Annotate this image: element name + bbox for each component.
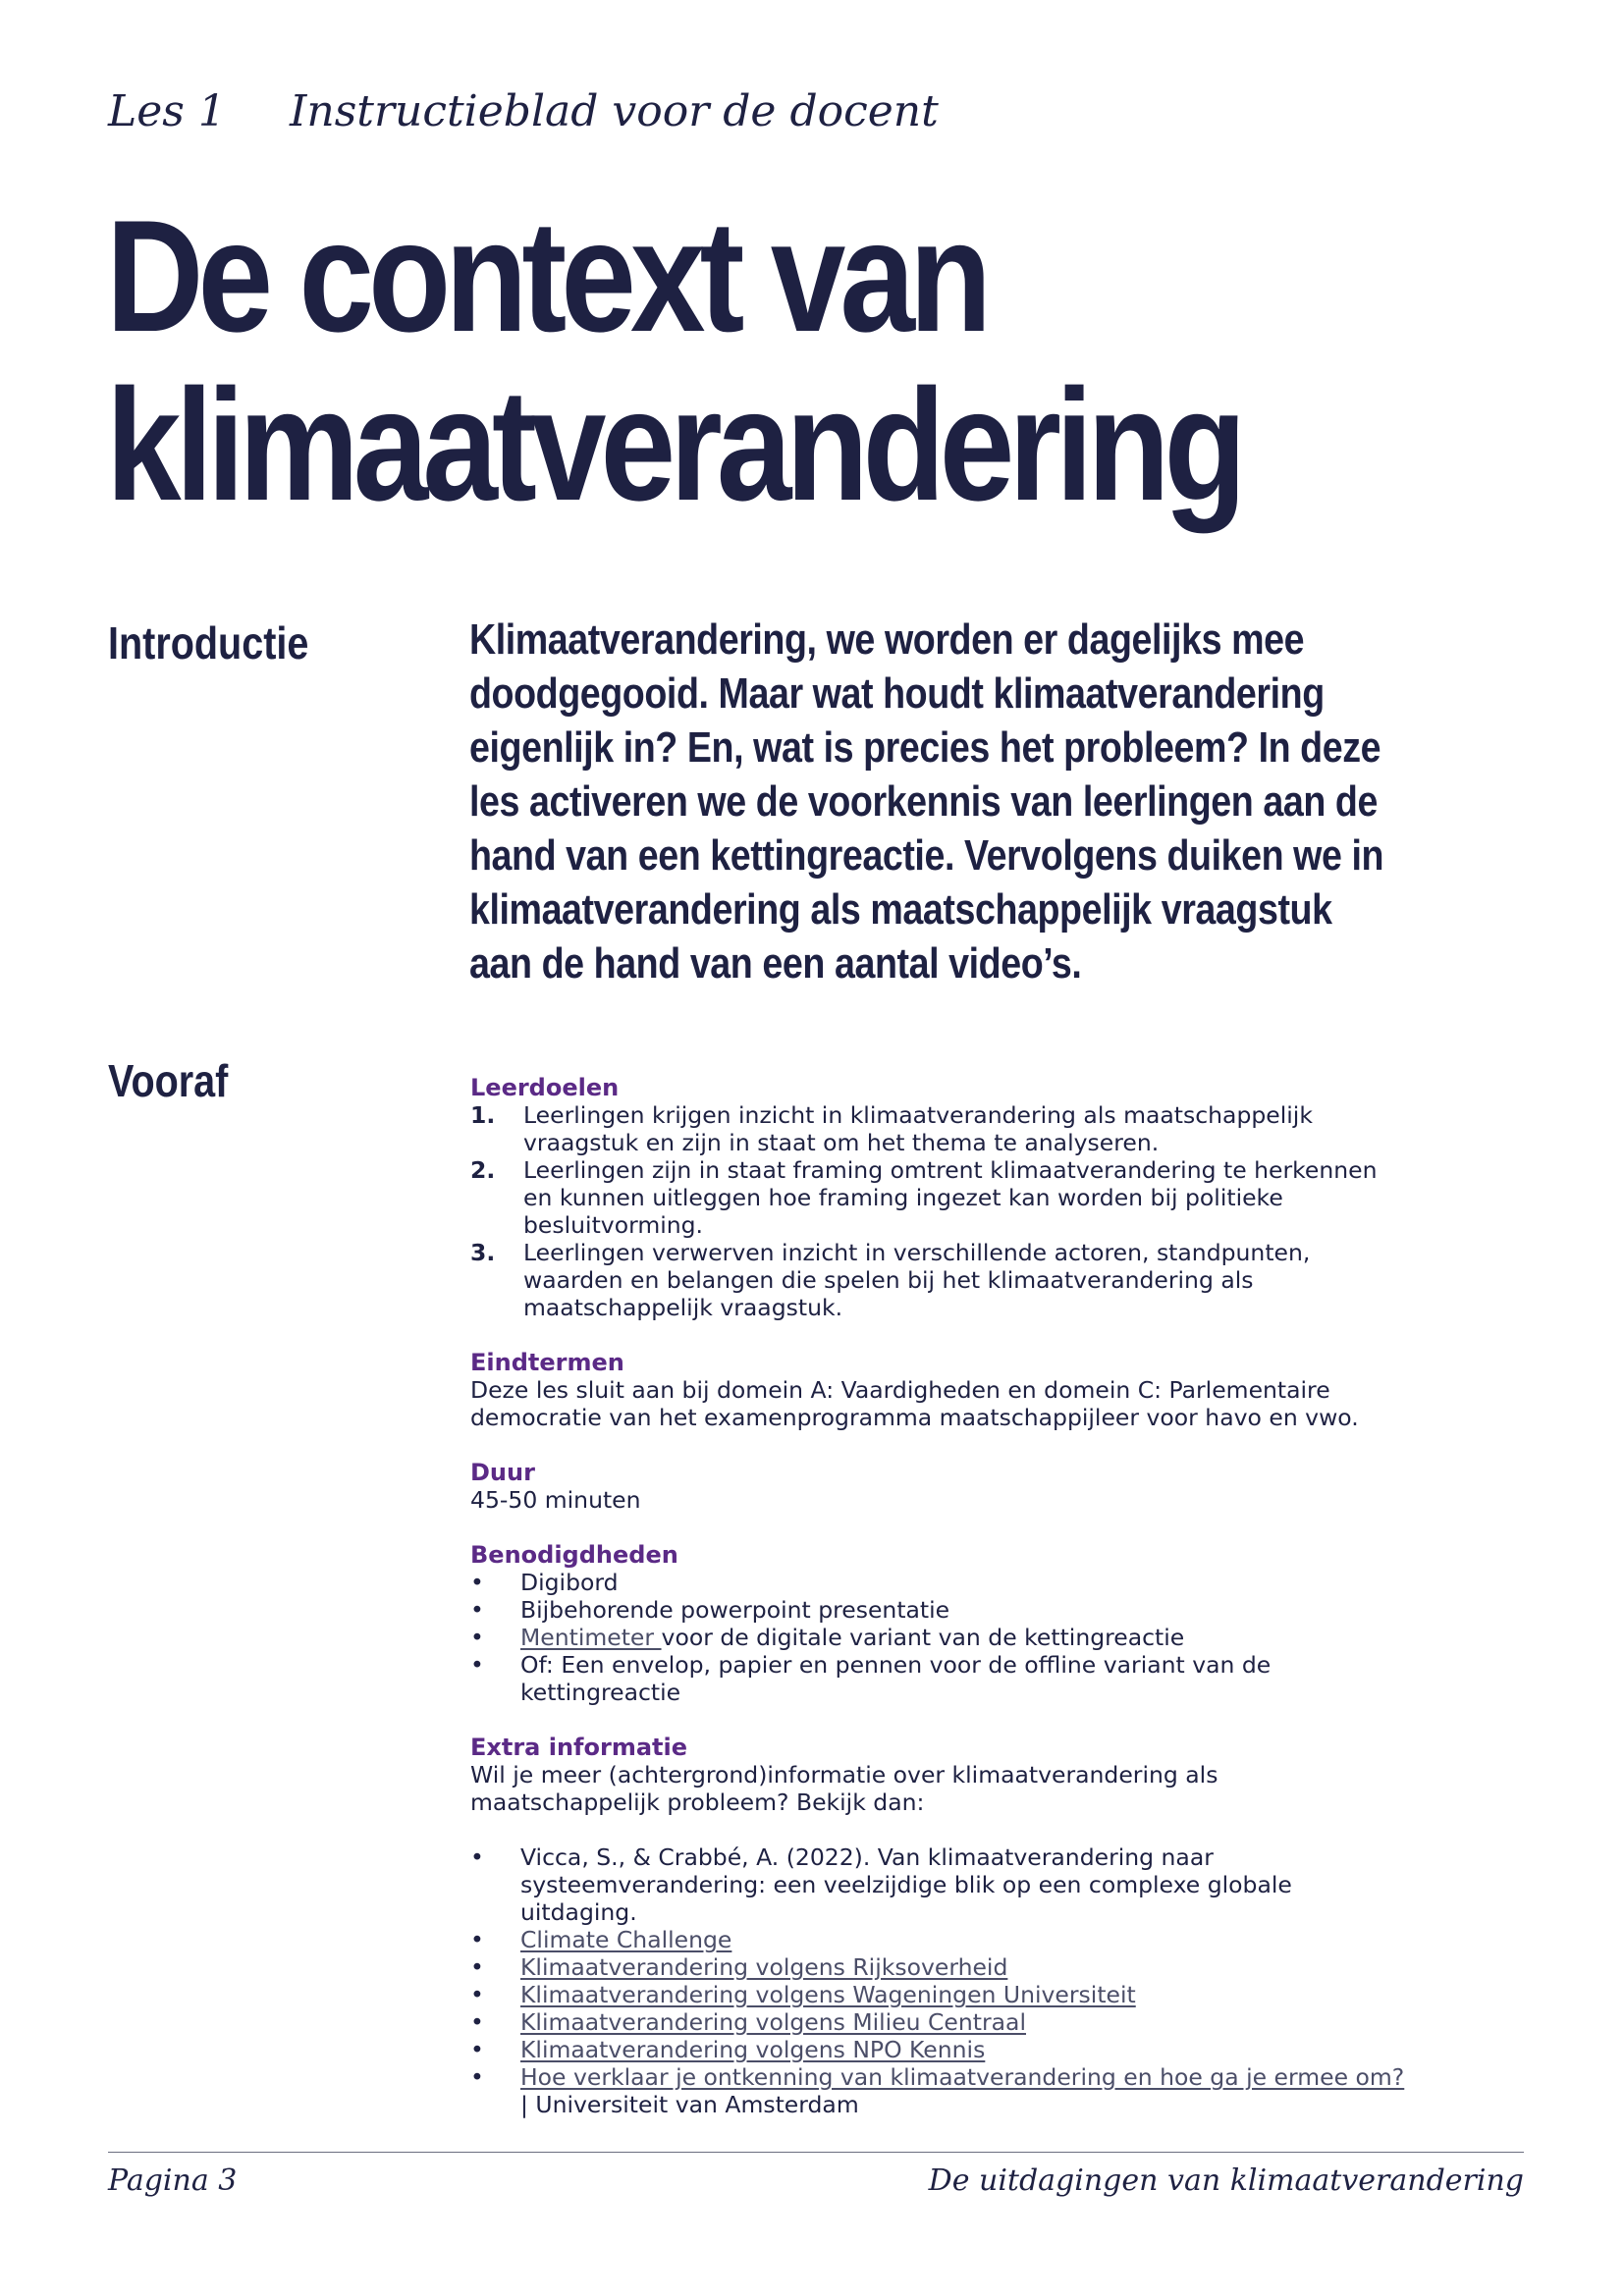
rijksoverheid-link[interactable]: Klimaatverandering volgens Rijksoverheid <box>520 1953 1008 1981</box>
learning-goal-text: Leerlingen krijgen inzicht in klimaatverandering als maatschappelijk vraagstuk en zijn in staat om het thema te analyseren. <box>523 1101 1313 1156</box>
learning-goals-section <box>470 1074 1413 1321</box>
bullet-icon: • <box>470 1624 484 1651</box>
extra-info-section <box>470 1734 1413 2118</box>
list-number: 3. <box>470 1239 496 1266</box>
bullet-icon: • <box>470 1596 484 1624</box>
eindtermen-section <box>470 1349 1413 1431</box>
introduction-label: Introductie <box>108 617 309 668</box>
title-line-1: De context van <box>106 187 987 365</box>
list-item <box>470 1624 1413 1651</box>
list-item <box>470 1981 1413 2008</box>
reference-text: Vicca, S., & Crabbé, A. (2022). Van klimaatverandering naar systeemverandering: een veelzijdige blik op een complexe globale uitdaging. <box>520 1843 1292 1926</box>
list-item <box>470 1843 1413 1926</box>
learning-goal-text: Leerlingen verwerven inzicht in verschillende actoren, standpunten, waarden en belangen die spelen bij het klimaatverandering als maatschappelijk vraagstuk. <box>523 1239 1311 1321</box>
page-header <box>108 86 939 136</box>
footer-divider <box>108 2152 1524 2153</box>
bullet-icon: • <box>470 1569 484 1596</box>
climate-challenge-link[interactable]: Climate Challenge <box>520 1926 732 1953</box>
list-item-text: Digibord <box>520 1569 619 1596</box>
list-item <box>470 1926 1413 1953</box>
bullet-icon: • <box>470 1843 484 1871</box>
list-item-text: Bijbehorende powerpoint presentatie <box>520 1596 950 1624</box>
list-item <box>470 2008 1413 2036</box>
benodigdheden-section <box>470 1541 1413 1706</box>
npo-kennis-link[interactable]: Klimaatverandering volgens NPO Kennis <box>520 2036 986 2063</box>
list-item-text: voor de digitale variant van de kettingreactie <box>661 1624 1185 1651</box>
introduction-paragraph: Klimaatverandering, we worden er dagelijks mee doodgegooid. Maar wat houdt klimaatverandering eigenlijk in? En, wat is precies het probleem? In deze les activeren we de voorkennis van leerlingen aan de hand van een kettingreactie. Vervolgens duiken we in klimaatverandering als maatschappelijk vraagstuk aan de hand van een aantal video’s. <box>469 615 1384 988</box>
learning-goal-item <box>470 1156 1413 1239</box>
extra-info-intro: Wil je meer (achtergrond)informatie over klimaatverandering als maatschappelijk probleem? Bekijk dan: <box>470 1761 1218 1816</box>
list-item <box>470 2036 1413 2063</box>
mentimeter-link[interactable]: Mentimeter <box>520 1624 662 1651</box>
bullet-icon: • <box>470 1981 484 2008</box>
bullet-icon: • <box>470 2063 484 2091</box>
page-title <box>106 187 1308 534</box>
benodigdheden-heading: Benodigdheden <box>470 1541 678 1569</box>
link-suffix: | Universiteit van Amsterdam <box>520 2091 859 2118</box>
header-subtitle: Instructieblad voor de docent <box>290 86 939 136</box>
lesson-number: Les 1 <box>108 86 226 136</box>
list-item <box>470 1569 1413 1596</box>
vooraf-content <box>470 1074 1413 2146</box>
learning-goal-text: Leerlingen zijn in staat framing omtrent klimaatverandering te herkennen en kunnen uitleggen hoe framing ingezet kan worden bij politieke besluitvorming. <box>523 1156 1378 1239</box>
bullet-icon: • <box>470 2008 484 2036</box>
extra-info-heading: Extra informatie <box>470 1734 687 1761</box>
vooraf-label: Vooraf <box>108 1055 229 1106</box>
wageningen-link[interactable]: Klimaatverandering volgens Wageningen Universiteit <box>520 1981 1136 2008</box>
page-number: Pagina 3 <box>108 2163 238 2198</box>
bullet-icon: • <box>470 2036 484 2063</box>
list-item <box>470 1596 1413 1624</box>
learning-goal-item <box>470 1239 1413 1321</box>
learning-goal-item <box>470 1101 1413 1156</box>
footer-series-title: De uitdagingen van klimaatverandering <box>928 2163 1524 2198</box>
eindtermen-heading: Eindtermen <box>470 1349 624 1376</box>
list-item <box>470 2063 1413 2118</box>
title-line-2: klimaatverandering <box>106 356 1241 534</box>
learning-goals-heading: Leerdoelen <box>470 1074 620 1101</box>
milieu-centraal-link[interactable]: Klimaatverandering volgens Milieu Centraal <box>520 2008 1026 2036</box>
list-number: 1. <box>470 1101 496 1129</box>
introduction-text <box>469 613 1401 990</box>
eindtermen-text: Deze les sluit aan bij domein A: Vaardigheden en domein C: Parlementaire democratie van het examenprogramma maatschappijleer voor havo en vwo. <box>470 1376 1359 1431</box>
uva-link[interactable]: Hoe verklaar je ontkenning van klimaatverandering en hoe ga je ermee om? <box>520 2063 1405 2091</box>
learning-goals-list <box>470 1101 1413 1321</box>
extra-info-list <box>470 1843 1413 2118</box>
bullet-icon: • <box>470 1926 484 1953</box>
bullet-icon: • <box>470 1953 484 1981</box>
duur-text: 45-50 minuten <box>470 1486 641 1514</box>
list-number: 2. <box>470 1156 496 1184</box>
bullet-icon: • <box>470 1651 484 1679</box>
duur-section <box>470 1459 1413 1514</box>
list-item <box>470 1953 1413 1981</box>
duur-heading: Duur <box>470 1459 535 1486</box>
benodigdheden-list <box>470 1569 1413 1706</box>
list-item <box>470 1651 1413 1706</box>
list-item-text: Of: Een envelop, papier en pennen voor de offline variant van de kettingreactie <box>520 1651 1272 1706</box>
